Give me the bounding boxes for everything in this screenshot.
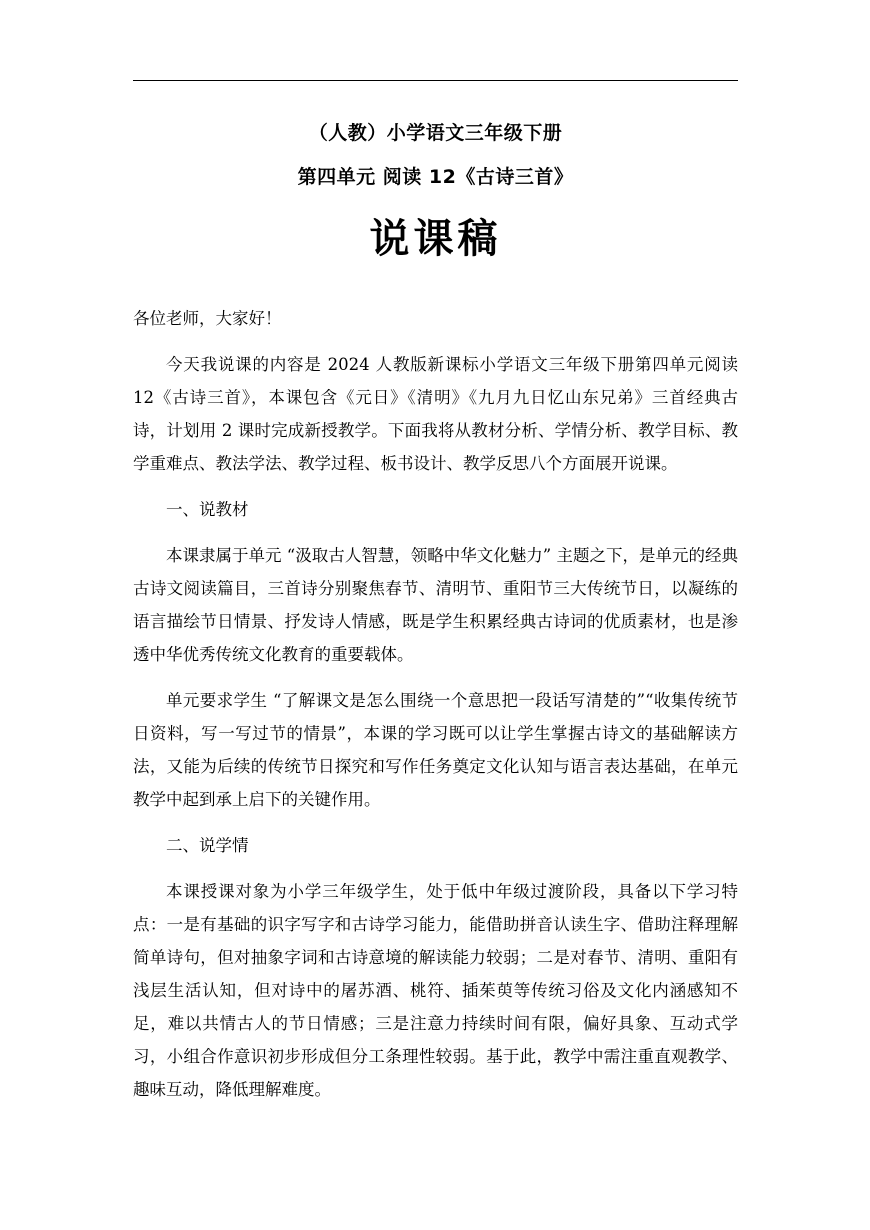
- section-heading-textbook: 一、说教材: [166, 500, 249, 519]
- document-subtitle: （人教）小学语文三年级下册: [308, 122, 563, 144]
- header-rule: [133, 80, 738, 81]
- intro-paragraph: 今天我说课的内容是 2024 人教版新课标小学语文三年级下册第四单元阅读 12《古诗三首》，本课包含《元日》《清明》《九月九日忆山东兄弟》三首经典古诗，计划用 2 课时完成新授教学。下面我将从教材分析、学情分析、教学目标、教学重难点、教法学法、教学过程、板书设计、教学反思八个方面展开说课。: [133, 355, 738, 473]
- greeting-paragraph: 各位老师，大家好！: [133, 309, 282, 328]
- section-heading-students: 二、说学情: [166, 836, 249, 855]
- lesson-subtitle: 第四单元 阅读 12《古诗三首》: [297, 166, 574, 188]
- textbook-paragraph-2: 单元要求学生 “了解课文是怎么围绕一个意思把一段话写清楚的”“收集传统节日资料，写一写过节的情景”，本课的学习既可以让学生掌握古诗文的基础解读方法，又能为后续的传统节日探究和写作任务奠定文化认知与语言表达基础，在单元教学中起到承上启下的关键作用。: [133, 691, 738, 809]
- students-paragraph-1: 本课授课对象为小学三年级学生，处于低中年级过渡阶段，具备以下学习特点：一是有基础的识字写字和古诗学习能力，能借助拼音认读生字、借助注释理解简单诗句，但对抽象字词和古诗意境的解读能力较弱；二是对春节、清明、重阳有浅层生活认知，但对诗中的屠苏酒、桃符、插茱萸等传统习俗及文化内涵感知不足，难以共情古人的节日情感；三是注意力持续时间有限，偏好具象、互动式学习，小组合作意识初步形成但分工条理性较弱。基于此，教学中需注重直观教学、趣味互动，降低理解难度。: [133, 882, 738, 1099]
- textbook-paragraph-1: 本课隶属于单元 “汲取古人智慧，领略中华文化魅力” 主题之下，是单元的经典古诗文阅读篇目，三首诗分别聚焦春节、清明节、重阳节三大传统节日，以凝练的语言描绘节日情景、抒发诗人情感，既是学生积累经典古诗词的优质素材，也是渗透中华优秀传统文化教育的重要载体。: [133, 546, 738, 664]
- document-title: 说课稿: [369, 216, 502, 262]
- document-body: [133, 302, 738, 1119]
